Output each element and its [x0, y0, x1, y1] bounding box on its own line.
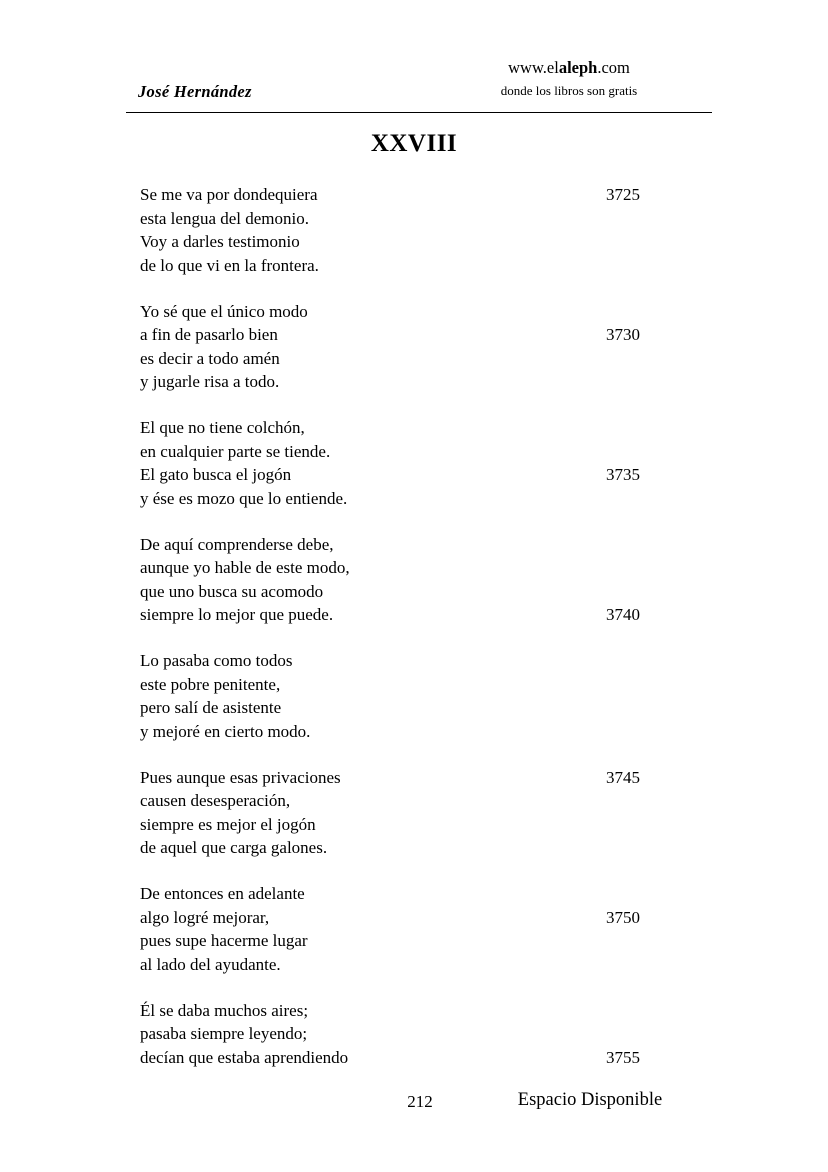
verse-text: Voy a darles testimonio [140, 232, 300, 251]
verse-line [140, 533, 700, 557]
line-number: 3750 [606, 907, 640, 927]
verse-line [140, 999, 700, 1023]
page-header [126, 52, 712, 114]
page-footer [0, 1092, 828, 1132]
verse-text: y ése es mozo que lo entiende. [140, 488, 348, 508]
verse-line [140, 929, 700, 953]
verse-line [140, 463, 700, 487]
verse-text: al lado del ayudante. [140, 954, 281, 974]
verse-text: Él se daba muchos aires; [140, 1000, 309, 1020]
site-suffix: .com [597, 58, 630, 77]
footer-note: Espacio Disponible [517, 1090, 663, 1110]
line-number: 3730 [606, 325, 640, 344]
stanza [140, 183, 700, 277]
verse-text: y mejoré en cierto modo. [140, 721, 311, 741]
verse-text: este pobre penitente, [140, 674, 281, 694]
line-number: 3740 [606, 605, 640, 624]
verse-line [140, 1022, 700, 1046]
verse-line [140, 789, 700, 813]
stanza [140, 882, 700, 976]
verse-text: Se me va por dondequiera [140, 185, 318, 204]
verse-line [140, 882, 700, 906]
verse-line [140, 254, 700, 278]
line-number: 3735 [606, 465, 640, 484]
verse-line [140, 183, 700, 207]
verse-line [140, 347, 700, 371]
verse-text: es decir a todo amén [140, 348, 280, 368]
header-website [426, 58, 712, 78]
verse-text: decían que estaba aprendiendo [140, 1047, 349, 1067]
page-number: 212 [407, 1092, 433, 1111]
header-divider [126, 112, 712, 113]
verse-text: siempre es mejor el jogón [140, 814, 316, 834]
verse-text: y jugarle risa a todo. [140, 372, 280, 391]
verse-text: en cualquier parte se tiende. [140, 441, 331, 461]
verse-line [140, 720, 700, 744]
verse-text: El gato busca el jogón [140, 465, 292, 484]
verse-text: pasaba siempre leyendo; [140, 1024, 308, 1043]
verse-text: Yo sé que el único modo [140, 301, 308, 321]
verse-line [140, 836, 700, 860]
verse-line [140, 323, 700, 347]
verse-line [140, 696, 700, 720]
verse-line [140, 906, 700, 930]
verse-text: pues supe hacerme lugar [140, 931, 308, 950]
verse-text: pero salí de asistente [140, 698, 282, 717]
line-number: 3745 [606, 767, 640, 787]
verse-line [140, 649, 700, 673]
stanza [140, 300, 700, 394]
verse-text: De aquí comprenderse debe, [140, 534, 334, 554]
verse-line [140, 416, 700, 440]
verse-text: aunque yo hable de este modo, [140, 558, 350, 577]
verse-text: Pues aunque esas privaciones [140, 767, 341, 787]
verse-line [140, 207, 700, 231]
verse-text: siempre lo mejor que puede. [140, 605, 334, 624]
verse-text: a fin de pasarlo bien [140, 325, 278, 344]
verse-text: esta lengua del demonio. [140, 208, 310, 228]
site-prefix: www.el [508, 58, 559, 77]
verse-line [140, 556, 700, 580]
header-author: José Hernández [138, 82, 252, 101]
poem-body [140, 183, 700, 1092]
line-number: 3755 [606, 1047, 640, 1067]
chapter-title: XXVIII [370, 130, 458, 157]
verse-text: algo logré mejorar, [140, 907, 270, 927]
verse-text: El que no tiene colchón, [140, 418, 305, 437]
verse-line [140, 487, 700, 511]
verse-line [140, 813, 700, 837]
verse-line [140, 1046, 700, 1070]
header-tagline: donde los libros son gratis [500, 83, 638, 98]
verse-line [140, 766, 700, 790]
stanza [140, 533, 700, 627]
stanza [140, 416, 700, 510]
verse-line [140, 370, 700, 394]
stanza [140, 766, 700, 860]
stanza [140, 649, 700, 743]
site-brand: aleph [558, 58, 598, 77]
line-number: 3725 [606, 185, 640, 204]
verse-line [140, 953, 700, 977]
verse-text: Lo pasaba como todos [140, 651, 293, 670]
verse-line [140, 580, 700, 604]
verse-text: de aquel que carga galones. [140, 838, 328, 857]
verse-line [140, 603, 700, 627]
verse-text: De entonces en adelante [140, 884, 305, 903]
verse-line [140, 300, 700, 324]
verse-line [140, 673, 700, 697]
verse-text: que uno busca su acomodo [140, 581, 324, 601]
verse-line [140, 230, 700, 254]
stanza [140, 999, 700, 1070]
verse-line [140, 440, 700, 464]
verse-text: de lo que vi en la frontera. [140, 255, 319, 275]
verse-text: causen desesperación, [140, 791, 291, 810]
